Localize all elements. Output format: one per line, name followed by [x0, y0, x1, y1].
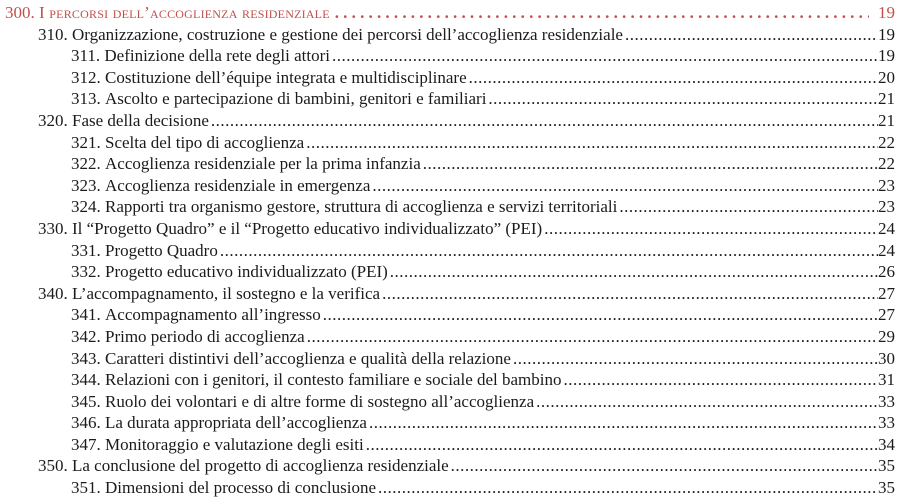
entry-number: 342. — [71, 326, 101, 346]
entry-title: Accoglienza residenziale in emergenza — [105, 175, 371, 195]
entry-page-number: 24 — [878, 218, 895, 238]
entry-number: 320. — [38, 110, 68, 130]
entry-page-number: 22 — [878, 154, 895, 174]
entry-number: 344. — [71, 370, 101, 390]
toc-entry — [5, 304, 895, 326]
table-of-contents — [5, 2, 895, 499]
entry-title: Rapporti tra organismo gestore, struttura di accoglienza e servizi territoriali — [105, 197, 618, 217]
toc-entry — [5, 348, 895, 370]
toc-entry — [5, 24, 895, 46]
dotted-leader — [306, 132, 878, 154]
toc-entry — [5, 261, 895, 283]
entry-number: 343. — [71, 348, 101, 368]
entry-number: 332. — [71, 262, 101, 282]
entry-title: Scelta del tipo di accoglienza — [105, 132, 305, 152]
toc-entry — [5, 326, 895, 348]
entry-number: 313. — [71, 89, 101, 109]
entry-number: 345. — [71, 391, 101, 411]
entry-title: Progetto Quadro — [105, 240, 218, 260]
toc-entry — [5, 110, 895, 132]
dotted-leader — [469, 67, 878, 89]
entry-page-number: 20 — [878, 67, 895, 87]
dotted-leader — [369, 412, 878, 434]
dotted-leader — [211, 110, 878, 132]
entry-page-number: 27 — [878, 305, 895, 325]
dotted-leader — [372, 175, 878, 197]
dotted-leader — [390, 261, 878, 283]
entry-number: 300. — [5, 3, 35, 22]
dotted-leader — [544, 218, 878, 240]
dotted-leader — [488, 88, 878, 110]
entry-page-number: 33 — [878, 391, 895, 411]
entry-number: 331. — [71, 240, 101, 260]
entry-title: Definizione della rete degli attori — [104, 46, 330, 66]
entry-title: Il “Progetto Quadro” e il “Progetto educativo individualizzato” (PEI) — [72, 218, 543, 238]
entry-page-number: 23 — [878, 197, 895, 217]
entry-page-number: 30 — [878, 348, 895, 368]
toc-entry — [5, 67, 895, 89]
entry-title: L’accompagnamento, il sostegno e la verifica — [72, 283, 381, 303]
dotted-leader — [564, 369, 879, 391]
entry-title: Monitoraggio e valutazione degli esiti — [105, 434, 364, 454]
toc-entry — [5, 369, 895, 391]
entry-title: Primo periodo di accoglienza — [105, 326, 305, 346]
entry-title: Organizzazione, costruzione e gestione dei percorsi dell’accoglienza residenziale — [72, 24, 623, 44]
toc-entry — [5, 391, 895, 413]
entry-title: Dimensioni del processo di conclusione — [105, 478, 377, 498]
entry-page-number: 35 — [878, 456, 895, 476]
entry-number: 323. — [71, 175, 101, 195]
entry-page-number: 21 — [878, 89, 895, 109]
entry-title: Costituzione dell’équipe integrata e multidisciplinare — [105, 67, 467, 87]
dotted-leader — [378, 477, 878, 499]
entry-title: Accoglienza residenziale per la prima infanzia — [105, 154, 421, 174]
entry-number: 350. — [38, 456, 68, 476]
entry-number: 351. — [71, 478, 101, 498]
entry-number: 322. — [71, 154, 101, 174]
entry-page-number: 24 — [878, 240, 895, 260]
entry-number: 341. — [71, 305, 101, 325]
entry-title: Ascolto e partecipazione di bambini, genitori e familiari — [105, 89, 487, 109]
dotted-leader — [307, 326, 878, 348]
entry-page-number: 31 — [878, 370, 895, 390]
entry-page-number: 19 — [878, 46, 895, 66]
entry-title: Relazioni con i genitori, il contesto familiare e sociale del bambino — [105, 370, 562, 390]
entry-page-number: 35 — [878, 478, 895, 498]
entry-page-number: 34 — [878, 434, 895, 454]
dotted-leader — [366, 434, 878, 456]
entry-page-number: 23 — [878, 175, 895, 195]
toc-entry — [5, 412, 895, 434]
dotted-leader — [382, 283, 878, 305]
toc-entry — [5, 283, 895, 305]
toc-entry — [5, 45, 895, 67]
entry-page-number: 33 — [878, 413, 895, 433]
entry-page-number: 22 — [878, 132, 895, 152]
toc-entry — [5, 196, 895, 218]
entry-title: Caratteri distintivi dell’accoglienza e qualità della relazione — [105, 348, 511, 368]
entry-page-number: 27 — [878, 283, 895, 303]
entry-page-number: 26 — [878, 262, 895, 282]
entry-number: 330. — [38, 218, 68, 238]
toc-entry — [5, 175, 895, 197]
entry-title: Progetto educativo individualizzato (PEI) — [105, 262, 388, 282]
entry-number: 312. — [71, 67, 101, 87]
entry-title: La durata appropriata dell’accoglienza — [105, 413, 367, 433]
entry-page-number: 21 — [878, 110, 895, 130]
entry-title: Fase della decisione — [72, 110, 209, 130]
dotted-leader — [423, 153, 878, 175]
entry-number: 311. — [71, 46, 101, 66]
dotted-leader — [220, 240, 878, 262]
entry-number: 310. — [38, 24, 68, 44]
toc-entry — [5, 132, 895, 154]
toc-entry — [5, 240, 895, 262]
entry-number: 324. — [71, 197, 101, 217]
entry-page-number: 29 — [878, 326, 895, 346]
dotted-leader — [323, 304, 878, 326]
toc-entry — [5, 477, 895, 499]
toc-entry — [5, 218, 895, 240]
entry-title: I percorsi dell’accoglienza residenziale — [39, 3, 330, 22]
dotted-leader — [513, 348, 878, 370]
entry-title: Ruolo dei volontari e di altre forme di sostegno all’accoglienza — [105, 391, 535, 411]
entry-title: Accompagnamento all’ingresso — [105, 305, 321, 325]
entry-title: La conclusione del progetto di accoglienza residenziale — [72, 456, 449, 476]
toc-entry — [5, 153, 895, 175]
dotted-leader — [451, 455, 878, 477]
entry-page-number: 19 — [878, 24, 895, 44]
dotted-leader — [619, 196, 878, 218]
dotted-leader — [335, 2, 869, 24]
entry-number: 346. — [71, 413, 101, 433]
toc-entry — [5, 2, 895, 24]
entry-number: 340. — [38, 283, 68, 303]
dotted-leader — [332, 45, 878, 67]
entry-page-number: 19 — [878, 3, 895, 22]
entry-number: 347. — [71, 434, 101, 454]
toc-entry — [5, 88, 895, 110]
entry-number: 321. — [71, 132, 101, 152]
toc-entry — [5, 455, 895, 477]
dotted-leader — [536, 391, 878, 413]
toc-entry — [5, 434, 895, 456]
dotted-leader — [625, 24, 878, 46]
